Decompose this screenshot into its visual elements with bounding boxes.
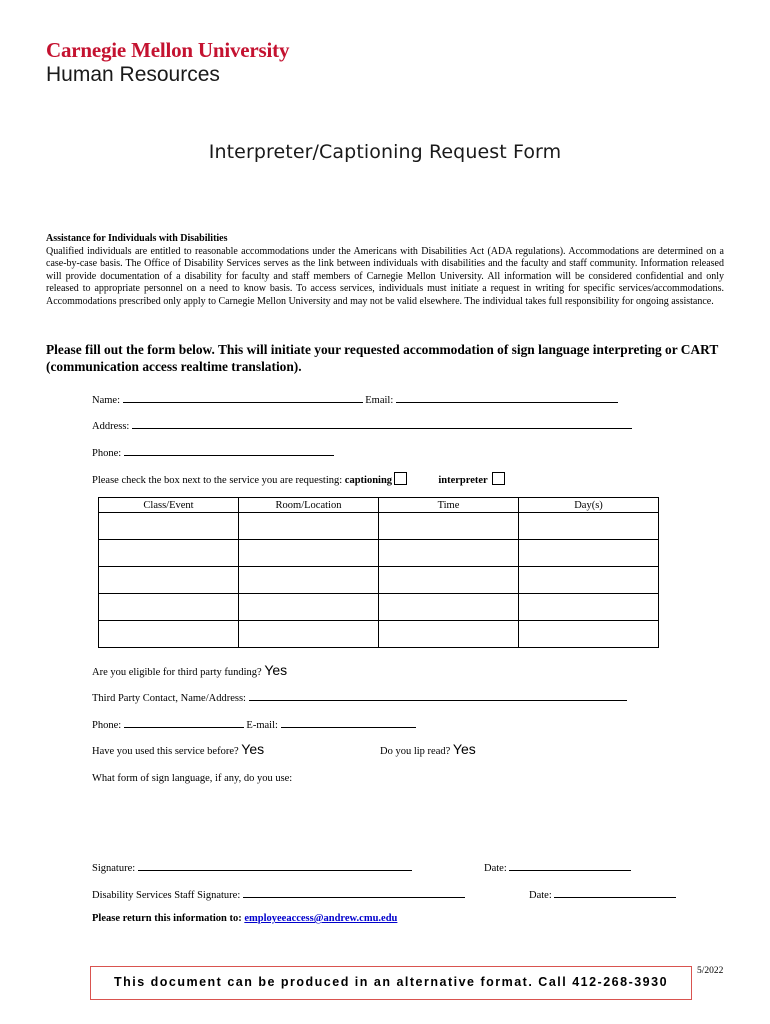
table-cell[interactable]	[99, 513, 239, 540]
table-cell[interactable]	[239, 513, 379, 540]
table-cell[interactable]	[519, 567, 659, 594]
table-cell[interactable]	[379, 513, 519, 540]
name-field[interactable]	[123, 392, 363, 403]
intro-heading: Assistance for Individuals with Disabilities	[46, 233, 228, 244]
table-row	[99, 567, 659, 594]
table-cell[interactable]	[99, 594, 239, 621]
interpreter-label: interpreter	[438, 475, 488, 486]
third-party-phone-row	[92, 717, 416, 731]
address-label: Address:	[92, 421, 130, 432]
column-header: Day(s)	[519, 498, 659, 513]
return-email-link[interactable]: employeeaccess@andrew.cmu.edu	[244, 913, 398, 924]
table-cell[interactable]	[99, 540, 239, 567]
table-cell[interactable]	[239, 594, 379, 621]
signature-field[interactable]	[138, 860, 412, 871]
third-party-contact-row	[92, 690, 627, 704]
column-header: Room/Location	[239, 498, 379, 513]
service-row	[92, 472, 505, 486]
instructions: Please fill out the form below. This will initiate your requested accommodation of sign language interpreting or CART (communication access realtime translation).	[46, 342, 719, 374]
university-logo: Carnegie Mellon University	[46, 38, 290, 62]
date-label: Date:	[484, 863, 507, 874]
intro-body: Qualified individuals are entitled to reasonable accommodations under the Americans with Disabilities Act (ADA regulations). Accommodations are determined on a case-by-case basis. The Office of Disability Services serves as the link between individuals with disabilities and the faculty and staff community. Information released will provide documentation of a disability for faculty and staff members of Carnegie Mellon University. All information will be considered confidential and only released to appropriate personnel on a need to know basis. To access services, individuals must initiate a request in writing for specific services/accommodations. Accommodations prescribed only apply to Carnegie Mellon University and may not be valid elsewhere. The individual takes full responsibility for ongoing assistance.	[46, 246, 724, 307]
alternative-format-notice	[90, 966, 692, 1000]
captioning-checkbox[interactable]	[394, 472, 407, 485]
phone-label: Phone:	[92, 448, 122, 459]
address-field[interactable]	[132, 418, 632, 429]
signature-label: Signature:	[92, 863, 136, 874]
date-row	[484, 860, 631, 874]
table-cell[interactable]	[239, 567, 379, 594]
table-cell[interactable]	[519, 594, 659, 621]
date-field[interactable]	[509, 860, 631, 871]
table-cell[interactable]	[99, 567, 239, 594]
staff-signature-label: Disability Services Staff Signature:	[92, 890, 241, 901]
table-cell[interactable]	[519, 540, 659, 567]
staff-date-row	[529, 887, 676, 901]
table-cell[interactable]	[379, 567, 519, 594]
schedule-table	[98, 497, 659, 648]
service-used-question: Have you used this service before?	[92, 746, 239, 757]
table-cell[interactable]	[519, 621, 659, 648]
alternative-format-text: This document can be produced in an alternative format. Call 412-268-3930	[113, 975, 669, 989]
table-row	[99, 513, 659, 540]
table-cell[interactable]	[519, 513, 659, 540]
service-used-answer[interactable]: Yes	[241, 741, 265, 757]
column-header: Class/Event	[99, 498, 239, 513]
third-party-phone-field[interactable]	[124, 717, 244, 728]
funding-row	[92, 662, 287, 678]
funding-answer[interactable]: Yes	[264, 662, 288, 678]
service-prompt: Please check the box next to the service you are requesting:	[92, 475, 343, 486]
lip-read-row	[380, 741, 476, 757]
table-cell[interactable]	[379, 540, 519, 567]
third-party-email-label: E-mail:	[246, 720, 278, 731]
third-party-phone-label: Phone:	[92, 720, 122, 731]
staff-date-label: Date:	[529, 890, 552, 901]
service-used-row	[92, 741, 264, 757]
return-row	[92, 913, 397, 924]
sign-language-question: What form of sign language, if any, do you use:	[92, 773, 293, 784]
lip-read-answer[interactable]: Yes	[452, 741, 476, 757]
staff-signature-row	[92, 887, 465, 901]
lip-read-question: Do you lip read?	[380, 746, 451, 757]
return-label: Please return this information to:	[92, 913, 242, 924]
phone-field[interactable]	[124, 445, 334, 456]
funding-question: Are you eligible for third party funding?	[92, 667, 262, 678]
phone-row	[92, 445, 334, 459]
table-cell[interactable]	[379, 621, 519, 648]
table-cell[interactable]	[99, 621, 239, 648]
third-party-contact-label: Third Party Contact, Name/Address:	[92, 693, 246, 704]
staff-signature-field[interactable]	[243, 887, 465, 898]
table-row	[99, 540, 659, 567]
interpreter-checkbox[interactable]	[492, 472, 505, 485]
revision-date: 5/2022	[697, 966, 724, 976]
address-row	[92, 418, 632, 432]
form-title: Interpreter/Captioning Request Form	[208, 141, 562, 163]
third-party-email-field[interactable]	[281, 717, 416, 728]
table-cell[interactable]	[239, 621, 379, 648]
name-label: Name:	[92, 395, 120, 406]
email-field[interactable]	[396, 392, 618, 403]
column-header: Time	[379, 498, 519, 513]
department-name: Human Resources	[46, 63, 220, 86]
captioning-label: captioning	[344, 475, 393, 486]
third-party-contact-field[interactable]	[249, 690, 627, 701]
table-cell[interactable]	[239, 540, 379, 567]
signature-row	[92, 860, 412, 874]
staff-date-field[interactable]	[554, 887, 676, 898]
table-header-row	[99, 498, 659, 513]
table-cell[interactable]	[379, 594, 519, 621]
email-label: Email:	[365, 395, 394, 406]
name-email-row	[92, 392, 618, 406]
table-row	[99, 621, 659, 648]
table-row	[99, 594, 659, 621]
